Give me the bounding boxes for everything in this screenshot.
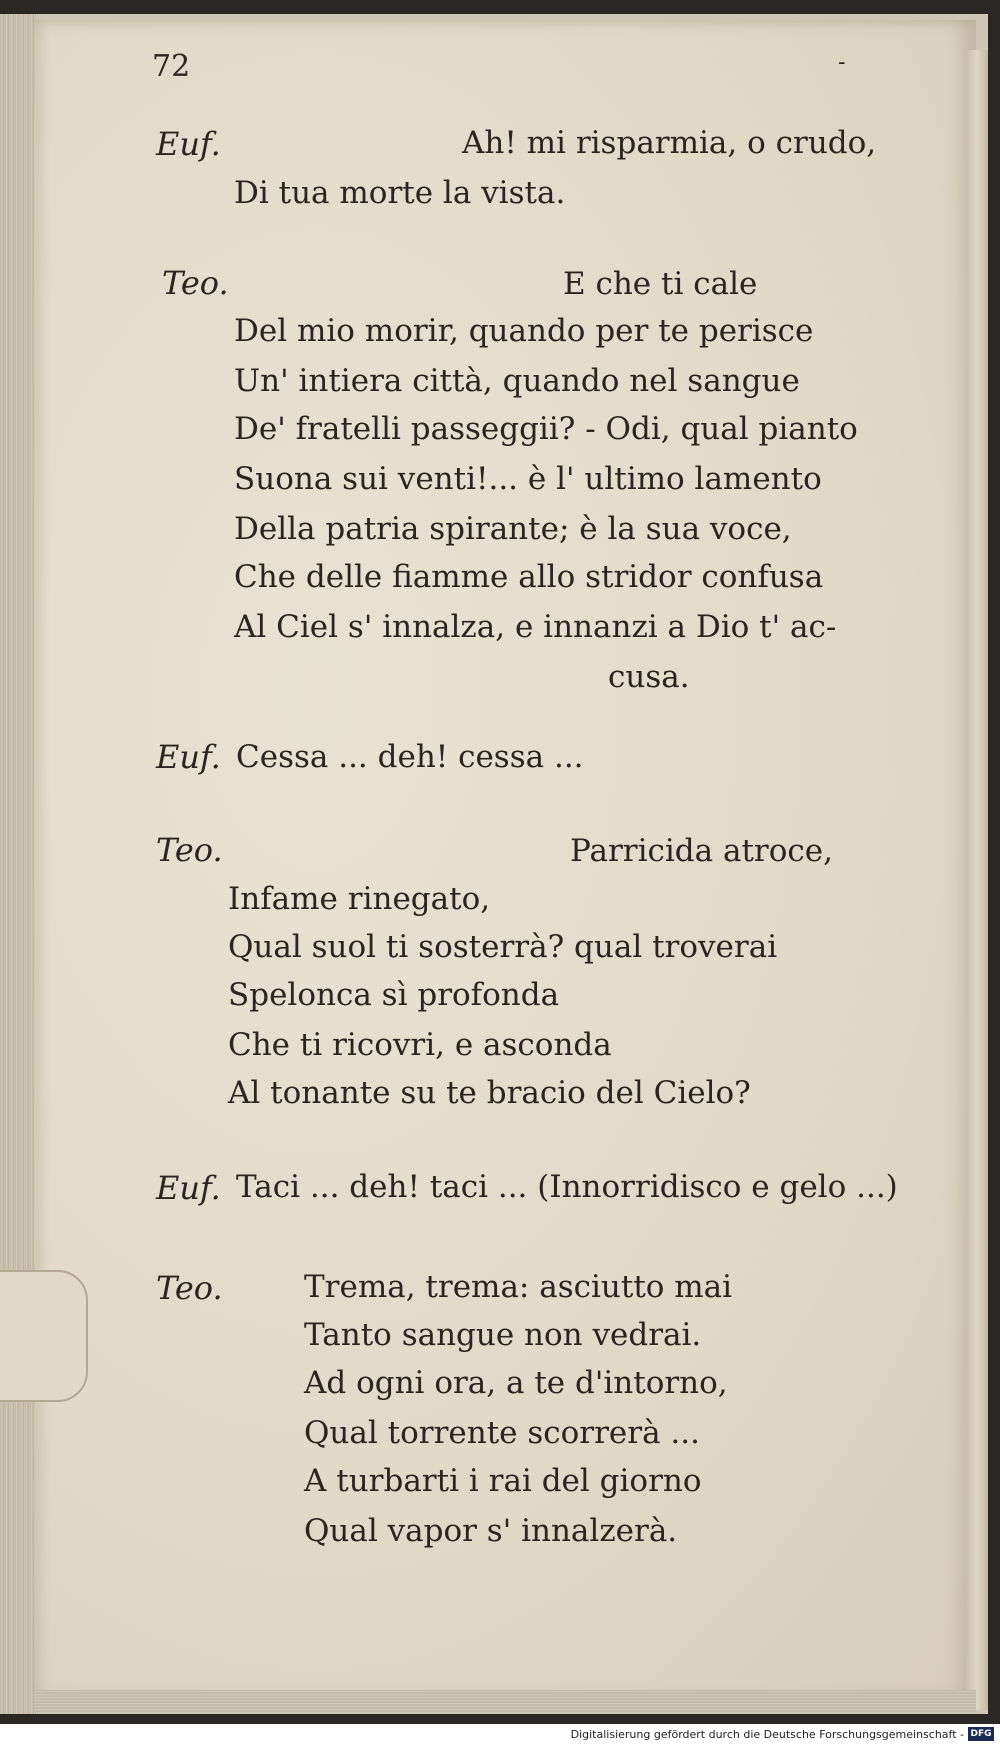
verse-line: Tanto sangue non vedrai. <box>304 1317 702 1353</box>
verse-line: Un' intiera città, quando nel sangue <box>234 363 800 399</box>
verse-line: Qual vapor s' innalzerà. <box>304 1513 678 1549</box>
page-mark: - <box>838 50 846 75</box>
verse-line: Di tua morte la vista. <box>234 175 566 211</box>
speaker-euf: Euf. <box>156 1169 221 1207</box>
verse-line: Ah! mi risparmia, o crudo, <box>462 125 877 161</box>
verse-line: Suona sui venti!... è l' ultimo lamento <box>234 461 822 497</box>
verse-line: Parricida atroce, <box>570 833 833 869</box>
verse-line: Ad ogni ora, a te d'intorno, <box>304 1365 728 1401</box>
verse-line: Della patria spirante; è la sua voce, <box>234 511 792 547</box>
dfg-logo: DFG <box>968 1727 994 1741</box>
page-number: 72 <box>152 49 191 84</box>
verse-line: Che ti ricovri, e asconda <box>228 1027 612 1063</box>
speaker-teo: Teo. <box>156 1269 223 1307</box>
verse-line: Al tonante su te bracio del Cielo? <box>228 1075 751 1111</box>
verse-line: Qual suol ti sosterrà? qual troverai <box>228 929 778 965</box>
verse-line: Che delle fiamme allo stridor confusa <box>234 559 824 595</box>
verse-line: Qual torrente scorrerà ... <box>304 1415 700 1451</box>
speaker-teo: Teo. <box>162 264 229 302</box>
page-stack-left <box>0 14 38 1714</box>
verse-line: E che ti cale <box>563 266 758 302</box>
page-stack-right <box>966 50 988 1710</box>
verse-line: Cessa ... deh! cessa ... <box>236 739 584 775</box>
verse-line: Trema, trema: asciutto mai <box>304 1269 733 1305</box>
footer-credit: Digitalisierung gefördert durch die Deutsche Forschungsgemeinschaft - <box>570 1728 964 1741</box>
verse-line: De' fratelli passeggii? - Odi, qual pianto <box>234 411 858 447</box>
page-stack-bottom <box>34 1690 976 1712</box>
speaker-teo: Teo. <box>156 831 223 869</box>
verse-line: Al Ciel s' innalza, e innanzi a Dio t' ac- <box>234 609 837 645</box>
speaker-euf: Euf. <box>156 125 221 163</box>
verse-line: A turbarti i rai del giorno <box>304 1463 702 1499</box>
verse-line: Infame rinegato, <box>228 881 491 917</box>
speaker-euf: Euf. <box>156 738 221 776</box>
verse-line: Del mio morir, quando per te perisce <box>234 313 814 349</box>
verse-line: cusa. <box>608 659 690 695</box>
verse-line: Taci ... deh! taci ... (Innorridisco e gelo ...) <box>236 1169 898 1205</box>
thumb-index-tab <box>0 1270 88 1402</box>
verse-line: Spelonca sì profonda <box>228 977 560 1013</box>
